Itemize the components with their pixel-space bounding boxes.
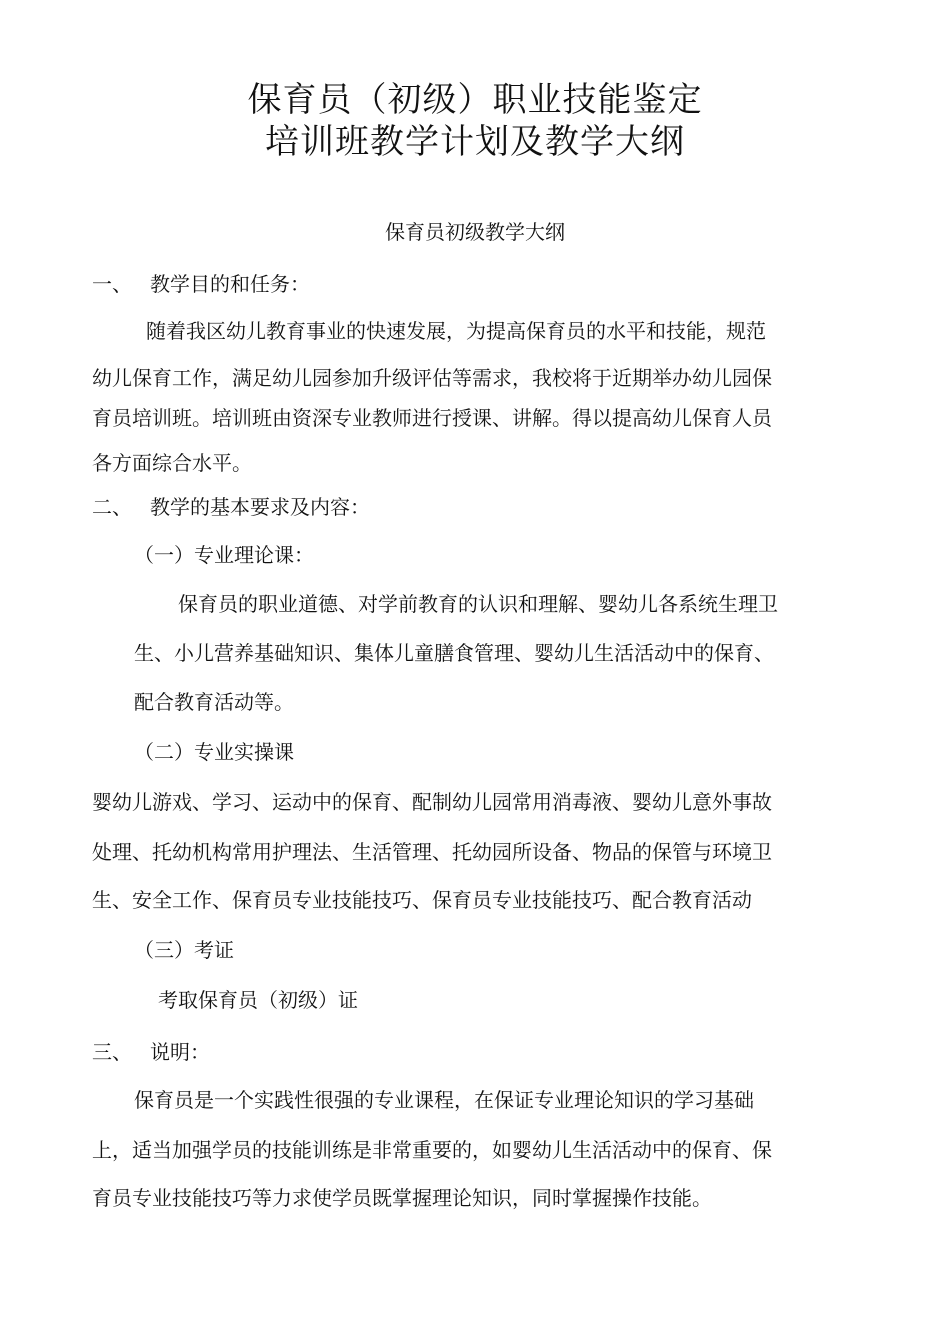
section1-heading bbox=[92, 270, 310, 298]
section3-line-3: 育员专业技能技巧等力求使学员既掌握理论知识，同时掌握操作技能。 bbox=[92, 1186, 712, 1210]
section3-line-2: 上，适当加强学员的技能训练是非常重要的，如婴幼儿生活活动中的保育、保 bbox=[92, 1138, 772, 1162]
section2-sub2-line-1: 婴幼儿游戏、学习、运动中的保育、配制幼儿园常用消毒液、婴幼儿意外事故 bbox=[92, 790, 772, 814]
section2-sub1-line-3: 配合教育活动等。 bbox=[134, 690, 294, 714]
document-title-line1: 保育员（初级）职业技能鉴定 bbox=[247, 80, 703, 120]
section3-heading-text: 说明： bbox=[150, 1040, 210, 1064]
section2-sub1-line-2: 生、小儿营养基础知识、集体儿童膳食管理、婴幼儿生活活动中的保育、 bbox=[134, 641, 774, 665]
section2-sub1-heading: （一）专业理论课： bbox=[134, 543, 314, 567]
section3-number: 三、 bbox=[92, 1040, 132, 1064]
section2-sub1-line-1: 保育员的职业道德、对学前教育的认识和理解、婴幼儿各系统生理卫 bbox=[178, 592, 778, 616]
section2-sub2-line-3: 生、安全工作、保育员专业技能技巧、保育员专业技能技巧、配合教育活动 bbox=[92, 888, 752, 912]
section2-number: 二、 bbox=[92, 495, 132, 519]
section2-sub3-heading: （三）考证 bbox=[134, 938, 234, 962]
section3-heading bbox=[92, 1038, 210, 1066]
section1-heading-text: 教学目的和任务： bbox=[150, 272, 310, 296]
section3-line-1: 保育员是一个实践性很强的专业课程，在保证专业理论知识的学习基础 bbox=[134, 1088, 754, 1112]
section2-sub2-line-2: 处理、托幼机构常用护理法、生活管理、托幼园所设备、物品的保管与环境卫 bbox=[92, 840, 772, 864]
document-subtitle: 保育员初级教学大纲 bbox=[385, 220, 565, 244]
section1-line-3: 育员培训班。培训班由资深专业教师进行授课、讲解。得以提高幼儿保育人员 bbox=[92, 406, 772, 430]
section2-heading bbox=[92, 493, 370, 521]
document-title-line2: 培训班教学计划及教学大纲 bbox=[265, 122, 685, 162]
section1-line-1: 随着我区幼儿教育事业的快速发展，为提高保育员的水平和技能，规范 bbox=[146, 319, 766, 343]
section2-sub2-heading: （二）专业实操课 bbox=[134, 740, 294, 764]
section1-line-2: 幼儿保育工作，满足幼儿园参加升级评估等需求，我校将于近期举办幼儿园保 bbox=[92, 366, 772, 390]
section2-sub3-text: 考取保育员（初级）证 bbox=[158, 988, 358, 1012]
section1-line-4: 各方面综合水平。 bbox=[92, 451, 252, 475]
section1-number: 一、 bbox=[92, 272, 132, 296]
section2-heading-text: 教学的基本要求及内容： bbox=[150, 495, 370, 519]
